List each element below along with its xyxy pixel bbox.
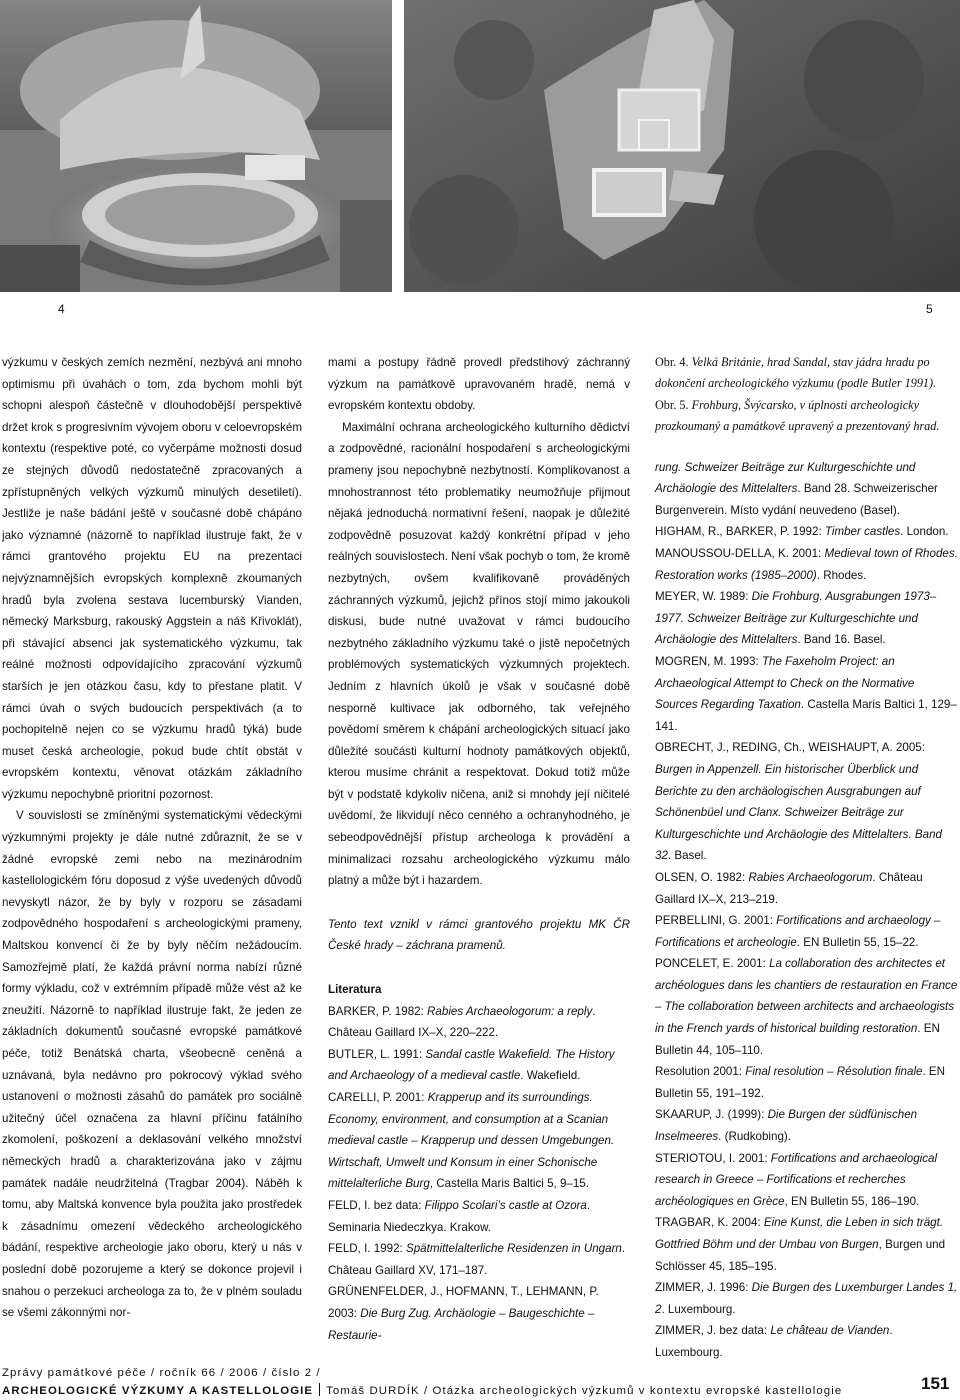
footer-line <box>2 1382 960 1400</box>
reference-item: ZIMMER, J. 1996: Die Burgen des Luxemburger Landes 1, 2. Luxembourg. <box>655 1281 958 1316</box>
reference-item: MEYER, W. 1989: Die Frohburg. Ausgrabungen 1973–1977. Schweizer Beiträge zur Kulturgeschichte und Archäologie des Mittelalters. Band 16. Basel. <box>655 590 937 647</box>
reference-item: Resolution 2001: Final resolution – Résolution finale. EN Bulletin 55, 191–192. <box>655 1065 946 1100</box>
figure-5-number: 5 <box>926 302 933 316</box>
reference-item: PERBELLINI, G. 2001: Fortifications and archaeology – Fortifications et archeologie. EN Bulletin 55, 15–22. <box>655 914 941 949</box>
text-column-1 <box>2 352 302 1324</box>
reference-item: SKAARUP, J. (1999): Die Burgen der südfünischen Inselmeeres. (Rudkobing). <box>655 1108 918 1144</box>
figure-caption: Obr. 5. Frohburg, Švýcarsko, v úplnosti archeologicky prozkoumaný a památkově upravený a prezentovaný hrad. <box>655 397 940 434</box>
reference-item: BUTLER, L. 1991: Sandal castle Wakefield. The History and Archaeology of a medieval castle. Wakefield. <box>328 1047 615 1083</box>
reference-item: rung. Schweizer Beiträge zur Kulturgeschichte und Archäologie des Mittelalters. Band 28. Schweizerischer Burgenverein. Místo vydání neuvedeno (Basel). <box>655 460 938 517</box>
reference-item: TRAGBAR, K. 2004: Eine Kunst, die Leben in sich trägt. Gottfried Böhm und der Umbau von Burgen, Burgen und Schlösser 45, 185–195. <box>655 1216 946 1273</box>
reference-item: HIGHAM, R., BARKER, P. 1992: Timber castles. London. <box>655 525 949 539</box>
divider <box>319 1383 320 1396</box>
paragraph: výzkumu v českých zemích nezmění, nezbývá ani mnoho optimismu při úvahách o tom, zda bychom mohli být schopni alespoň částečně v dlouhodobější perspektivě držet krok s progresivním vývojem oboru v celoevropském kontextu (respektive poté, co vyčerpáme možnosti dosud ze stejných důvodů nedostatečně zpracovaných a zpřístupněných velkých výzkumů minulých desetiletí). Jestliže je naše bádání ještě v současné době chápáno jako významné (názorně to například ilustruje fakt, že v rámci grantového projektu EU na prezentaci nejvýznamnějších evropských komplexně zkoumaných hradů byla zvolena sestava lucemburský Vianden, německý Marksburg, rakouský Aggstein a náš Křivoklát), při stávající absenci jak systematického výzkumu, tak reálné možnosti odpovídajícího zpracování výzkumů starších je jen otázkou času, kdy to přestane platit. V rámci úvah o svých budoucích perspektivách (a to pochopitelně nejen co se výzkumu hradů týká) bude muset česká archeologie, pokud bude chtít obstát v evropském kontextu, věnovat otázkám základního výzkumu nepochybně prioritní pozornost. <box>2 356 302 801</box>
reference-list <box>328 1001 630 1347</box>
aerial-photo-sandal-castle <box>0 0 392 292</box>
figure-captions <box>655 352 960 438</box>
journal-info: Zprávy památkové péče / ročník 66 / 2006 / číslo 2 / <box>2 1367 321 1379</box>
reference-item: GRÜNENFELDER, J., HOFMANN, T., LEHMANN, P. 2003: Die Burg Zug. Archäologie – Baugeschichte – Restaurie- <box>328 1285 599 1342</box>
figure-caption: Obr. 4. Velká Británie, hrad Sandal, stav jádra hradu po dokončení archeologického výzkumu (podle Butler 1991). <box>655 355 937 391</box>
reference-item: MANOUSSOU-DELLA, K. 2001: Medieval town of Rhodes. Restoration works (1985–2000). Rhodes. <box>655 547 958 582</box>
reference-item: OBRECHT, J., REDING, Ch., WEISHAUPT, A. 2005: Burgen in Appenzell. Ein historischer Überblick und Berichte zu den archäologischen Ausgrabungen auf Schönenbüel und Clanx. Schweizer Beiträge zur Kulturgeschichte und Archäologie des Mittelalters. Band 32. Basel. <box>655 741 943 863</box>
text-column-2 <box>328 352 630 1346</box>
reference-item: ZIMMER, J. bez data: Le château de Vianden. Luxembourg. <box>655 1324 893 1359</box>
aerial-photo-frohburg-castle <box>404 0 960 292</box>
reference-item: FELD, I. bez data: Filippo Scolari’s castle at Ozora. Seminaria Niedeczkya. Krakow. <box>328 1198 591 1234</box>
page-number: 151 <box>921 1374 950 1393</box>
paragraph: mami a postupy řádně provedl předstihový záchranný výzkum na památkově upravovaném hradě, nemá v evropském kontextu obdoby. <box>328 356 630 413</box>
page-footer <box>2 1364 960 1400</box>
reference-item: OLSEN, O. 1982: Rabies Archaeologorum. Château Gaillard IX–X, 213–219. <box>655 870 923 906</box>
reference-item: MOGREN, M. 1993: The Faxeholm Project: an Archaeological Attempt to Check on the Normative Sources Regarding Taxation. Castella Maris Baltici 1, 129–141. <box>655 654 957 733</box>
article-title: Tomáš DURDÍK / Otázka archeologických výzkumů v kontextu evropské kastellologie <box>326 1385 843 1397</box>
reference-list <box>655 457 960 1364</box>
grant-note: Tento text vznikl v rámci grantového projektu MK ČR České hrady – záchrana pramenů. <box>328 917 630 953</box>
reference-item: PONCELET, E. 2001: La collaboration des architectes et archéologues dans les chantiers de restauration en France – The collaboration between architects and archaeologists in the French yards of historical building restoration. EN Bulletin 44, 105–110. <box>655 957 958 1057</box>
reference-item: CARELLI, P. 2001: Krapperup and its surroundings. Economy, environment, and consumption at a Scanian medieval castle – Krapperup und dessen Umgebungen. Wirtschaft, Umwelt und Konsum in einer Schonische mittelalterliche Burg, Castella Maris Baltici 5, 9–15. <box>328 1091 615 1191</box>
reference-item: STERIOTOU, I. 2001: Fortifications and archaeological research in Greece – Fortifications et recherches archéologiques en Grèce, EN Bulletin 55, 186–190. <box>655 1151 938 1208</box>
text-column-3 <box>655 352 960 1364</box>
figure-4-number: 4 <box>58 302 65 316</box>
reference-item: BARKER, P. 1982: Rabies Archaeologorum: a reply. Château Gaillard IX–X, 220–222. <box>328 1004 596 1040</box>
figure-4-photo <box>0 0 392 292</box>
section-name: ARCHEOLOGICKÉ VÝZKUMY A KASTELLOLOGIE <box>2 1385 314 1397</box>
figure-5-photo <box>404 0 960 292</box>
literature-heading: Literatura <box>328 983 382 997</box>
paragraph: Maximální ochrana archeologického kulturního dědictví a zodpovědné, racionální hospodaření s archeologickými prameny jsou nepochybně nezbytností. Komplikovanost a mnohostrannost této problematiky neumožňuje přijmout nějaká jednoduchá normativní řešení, naopak je důležité zodpovědně posuzovat každý konkrétní případ v jeho reálných souvislostech. Není však pochyb o tom, že kromě nezbytných, ovšem kvalifikovaně prováděných záchranných výzkumů, jejichž přínos stojí mimo jakoukoli diskusi, bude nutné uvažovat v rámci budoucího nezbytného základního výzkumu také o jistě nepočetných problémových systematických výzkumných projektech. Jedním z hlavních úkolů je však v současné době nesporně kultivace jak odborného, tak veřejného povědomí směrem k chápání archeologických situací jako důležité součásti kulturní hodnoty památkových objektů, kterou musíme chránit a respektovat. Dokud totiž může být v podstatě kdykoliv ničena, aniž si mnohdy její ničitelé uvědomí, že likvidují něco cenného a ochranyhodného, je sebeodpovědnější přístup archeologa k provádění a minimalizaci rozsahu archeologického výzkumu málo platný a může být i hazardem. <box>328 420 630 888</box>
paragraph: V souvislosti se zmíněnými systematickými vědeckými výzkumnými projekty je dále nutné zdůraznit, že se v žádné evropské zemi nebo na mezinárodním kastellologickém fóru doposud z výše uvedených důvodů nevyskytl názor, že by byly v rozporu se zásadami zodpovědného hospodaření s archeologickými prameny, Maltskou konvencí či že by byly něčím nežádoucím. Samozřejmě platí, že každá právní norma nabízí různé formy výkladu, což v extrémním případě může vést až ke zneužití. Názorně to například ilustruje fakt, že jeden ze základních dokumentů současné evropské památkové péče, totiž Benátská charta, všeobecně ceněná a uznávaná, byla nedávno pro pokrocový výklad svého ustanovení o možnosti zásahů do památek pro sociálně užitečný účel označena za hlavní příčinu fatálního zkomolení, poškození a deklasování velkého množství německých hradů a charakterizována jako v zájmu památek nadále neudržitelná (Tragbar 2004). Náběh k tomu, aby Maltská konvence byla použita jako prostředek k zásadnímu omezení vědeckého archeologického bádání, respektive archeologie jako oboru, který u nás v poslední době pozorujeme a který se dokonce projevil i snahou o perzekuci archeologa za to, že v plném souladu se všemi zákonnými nor- <box>2 809 302 1320</box>
reference-item: FELD, I. 1992: Spätmittelalterliche Residenzen in Ungarn. Château Gaillard XV, 171–187. <box>328 1242 626 1277</box>
